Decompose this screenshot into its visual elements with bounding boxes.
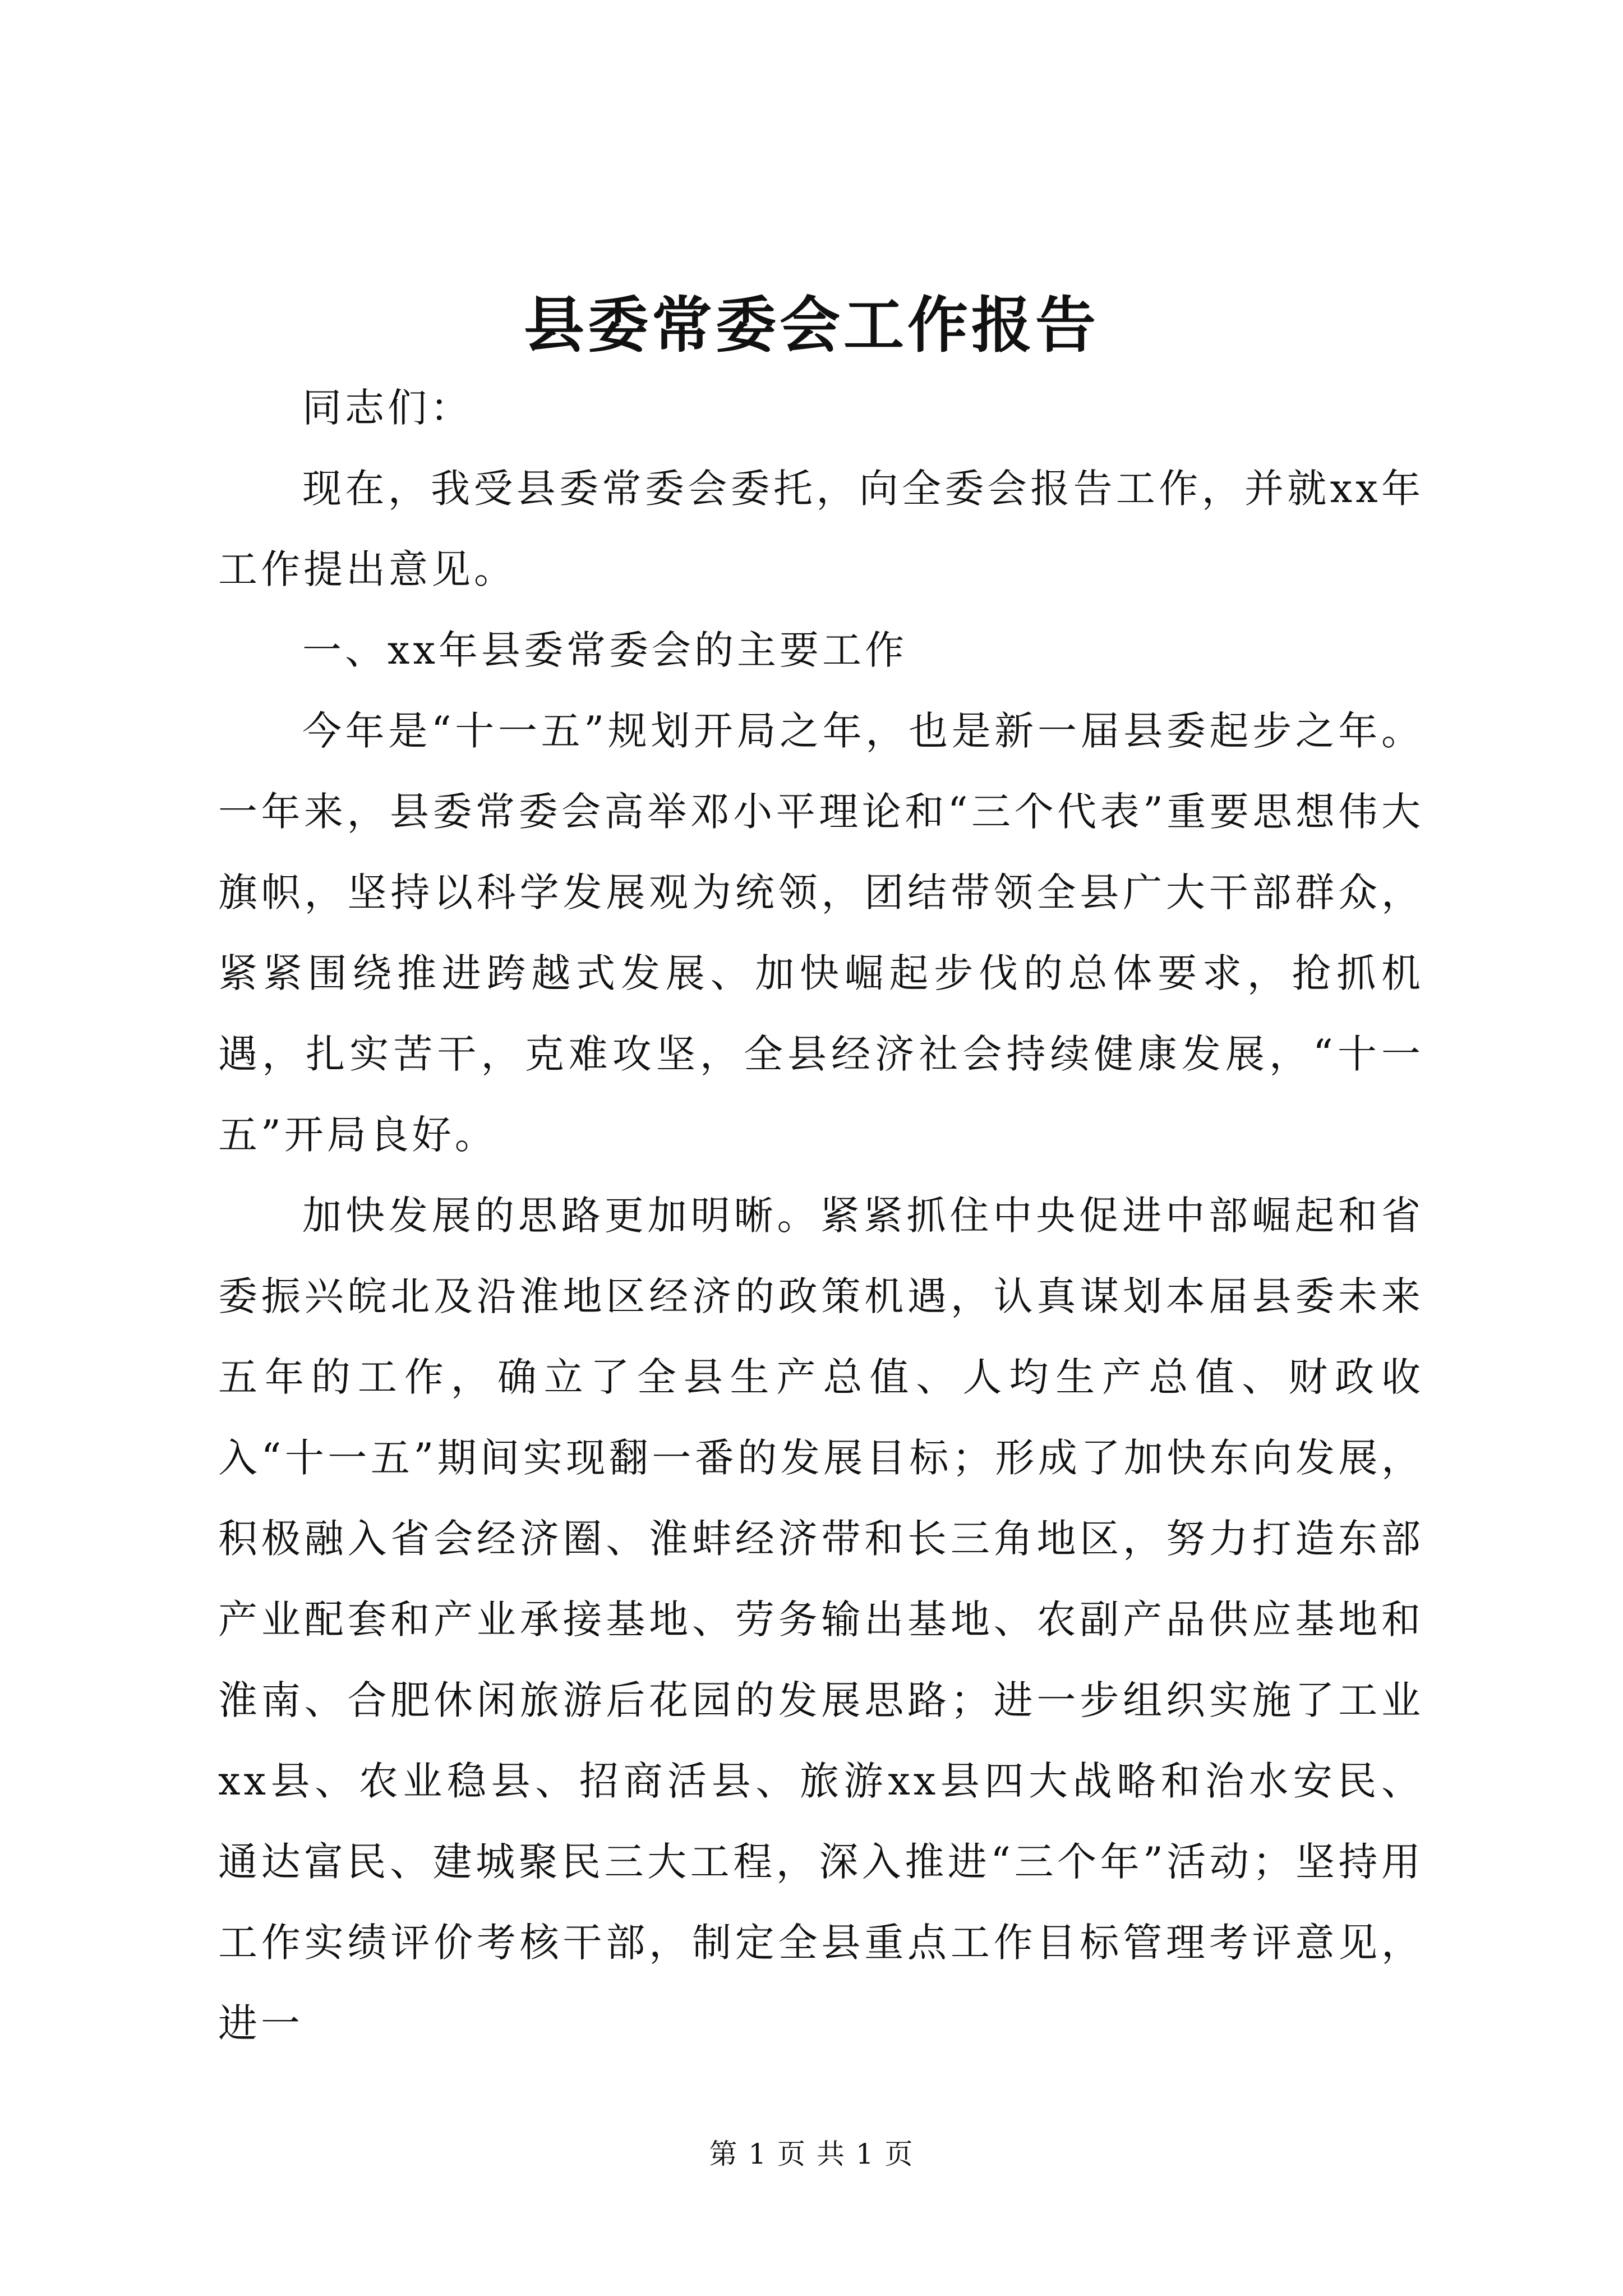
body-paragraph: 今年是“十一五”规划开局之年，也是新一届县委起步之年。一年来，县委常委会高举邓小平理论和“三个代表”重要思想伟大旗帜，坚持以科学发展观为统领，团结带领全县广大干部群众，紧紧围绕推进跨越式发展、加快崛起步伐的总体要求，抢抓机遇，扎实苦干，克难攻坚，全县经济社会持续健康发展，“十一五”开局良好。 bbox=[218, 708, 1424, 1158]
salutation-paragraph: 同志们： bbox=[302, 385, 473, 431]
body-paragraph: 加快发展的思路更加明晰。紧紧抓住中央促进中部崛起和省委振兴皖北及沿淮地区经济的政策机遇，认真谋划本届县委未来五年的工作，确立了全县生产总值、人均生产总值、财政收入“十一五”期间实现翻一番的发展目标；形成了加快东向发展，积极融入省会经济圈、淮蚌经济带和长三角地区，努力打造东部产业配套和产业承接基地、劳务输出基地、农副产品供应基地和淮南、合肥休闲旅游后花园的发展思路；进一步组织实施了工业xx县、农业稳县、招商活县、旅游xx县四大战略和治水安民、通达富民、建城聚民三大工程，深入推进“三个年”活动；坚持用工作实绩评价考核干部，制定全县重点工作目标管理考评意见，进一 bbox=[218, 1193, 1424, 2046]
document-body bbox=[218, 367, 1424, 2064]
intro-paragraph: 现在，我受县委常委会委托，向全委会报告工作，并就xx年工作提出意见。 bbox=[218, 466, 1424, 592]
document-title: 县委常委会工作报告 bbox=[523, 290, 1099, 361]
page-footer: 第 1 页 共 1 页 bbox=[709, 2138, 914, 2170]
section-heading: 一、xx年县委常委会的主要工作 bbox=[302, 627, 907, 673]
